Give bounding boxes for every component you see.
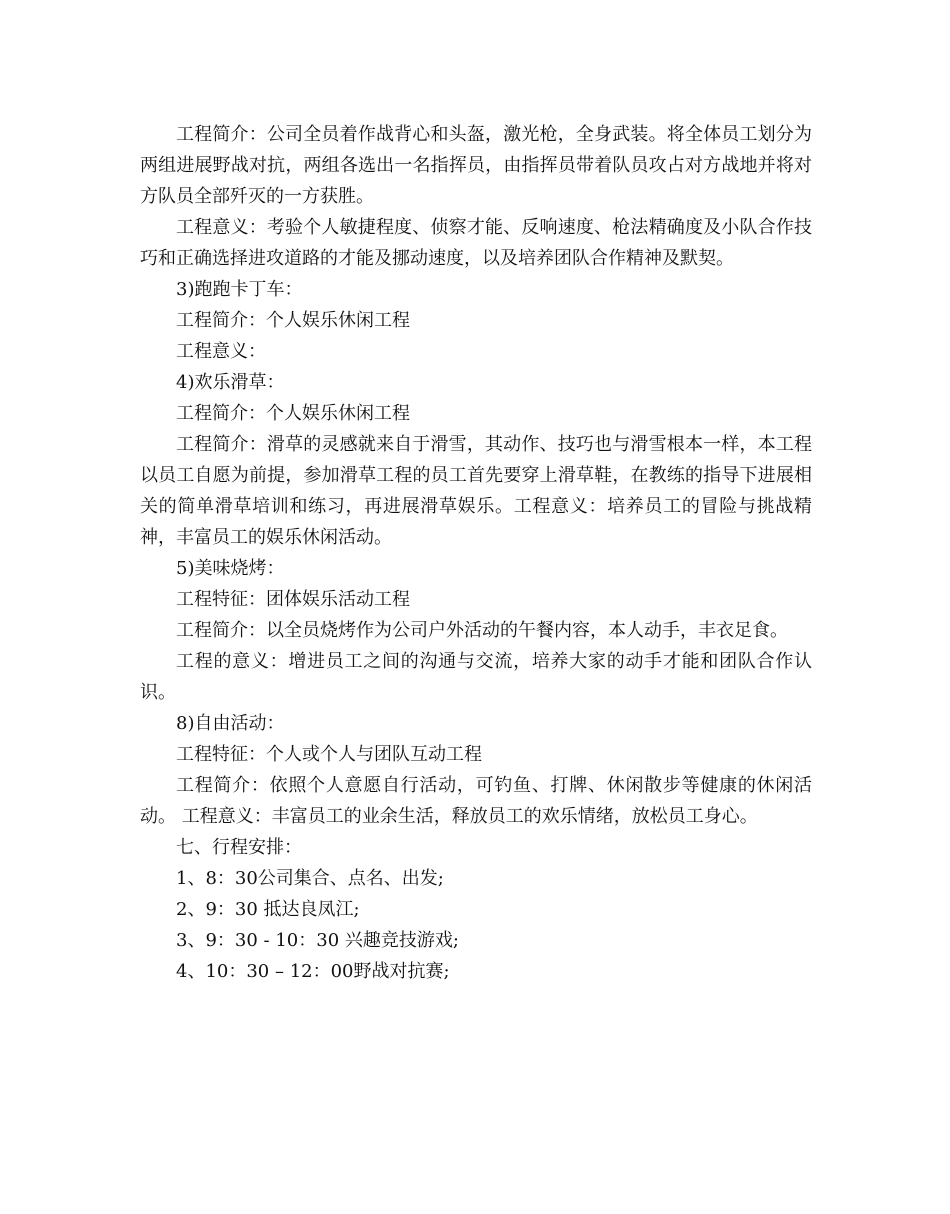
paragraph-bbq-feature: 工程特征：团体娱乐活动工程	[176, 589, 410, 610]
paragraph-grass-skiing-intro: 工程简介：滑草的灵感就来自于滑雪，其动作、技巧也与滑雪根本一样，本工程以员工自愿为前提，参加滑草工程的员工首先要穿上滑草鞋，在教练的指导下进展相关的简单滑草培训和练习，再进展滑草娱乐。工程意义：培养员工的冒险与挑战精神，丰富员工的娱乐休闲活动。	[140, 434, 812, 548]
heading-itinerary: 七、行程安排：	[176, 837, 302, 858]
paragraph-bbq-intro: 工程简介：以全员烧烤作为公司户外活动的午餐内容，本人动手，丰衣足食。	[176, 620, 788, 641]
heading-kart: 3)跑跑卡丁车：	[176, 279, 303, 300]
heading-bbq: 5)美味烧烤：	[176, 558, 285, 579]
paragraph-free-activity-intro: 工程简介：依照个人意愿自行活动，可钓鱼、打牌、休闲散步等健康的休闲活动。 工程意义：丰富员工的业余生活，释放员工的欢乐情绪，放松员工身心。	[140, 775, 812, 827]
heading-free-activity: 8)自由活动：	[176, 713, 285, 734]
paragraph-kart-meaning: 工程意义：	[176, 341, 266, 362]
heading-grass-skiing: 4)欢乐滑草：	[176, 372, 285, 393]
itinerary-item-1: 1、8：30公司集合、点名、出发;	[176, 868, 444, 889]
itinerary-item-4: 4、10：30 – 12：00野战对抗赛;	[176, 961, 450, 982]
paragraph-kart-intro: 工程简介：个人娱乐休闲工程	[176, 310, 410, 331]
paragraph-project-intro-battle: 工程简介：公司全员着作战背心和头盔，激光枪，全身武装。将全体员工划分为两组进展野战对抗，两组各选出一名指挥员，由指挥员带着队员攻占对方战地并将对方队员全部歼灭的一方获胜。	[140, 124, 812, 207]
document-body	[140, 119, 812, 987]
paragraph-bbq-meaning: 工程的意义：增进员工之间的沟通与交流，培养大家的动手才能和团队合作认识。	[140, 651, 812, 703]
paragraph-free-activity-feature: 工程特征：个人或个人与团队互动工程	[176, 744, 482, 765]
paragraph-grass-skiing-type: 工程简介：个人娱乐休闲工程	[176, 403, 410, 424]
paragraph-project-meaning-battle: 工程意义：考验个人敏捷程度、侦察才能、反响速度、枪法精确度及小队合作技巧和正确选择进攻道路的才能及挪动速度，以及培养团队合作精神及默契。	[140, 217, 812, 269]
itinerary-item-3: 3、9：30 - 10：30 兴趣竞技游戏;	[176, 930, 459, 951]
itinerary-item-2: 2、9：30 抵达良凤江;	[176, 899, 360, 920]
